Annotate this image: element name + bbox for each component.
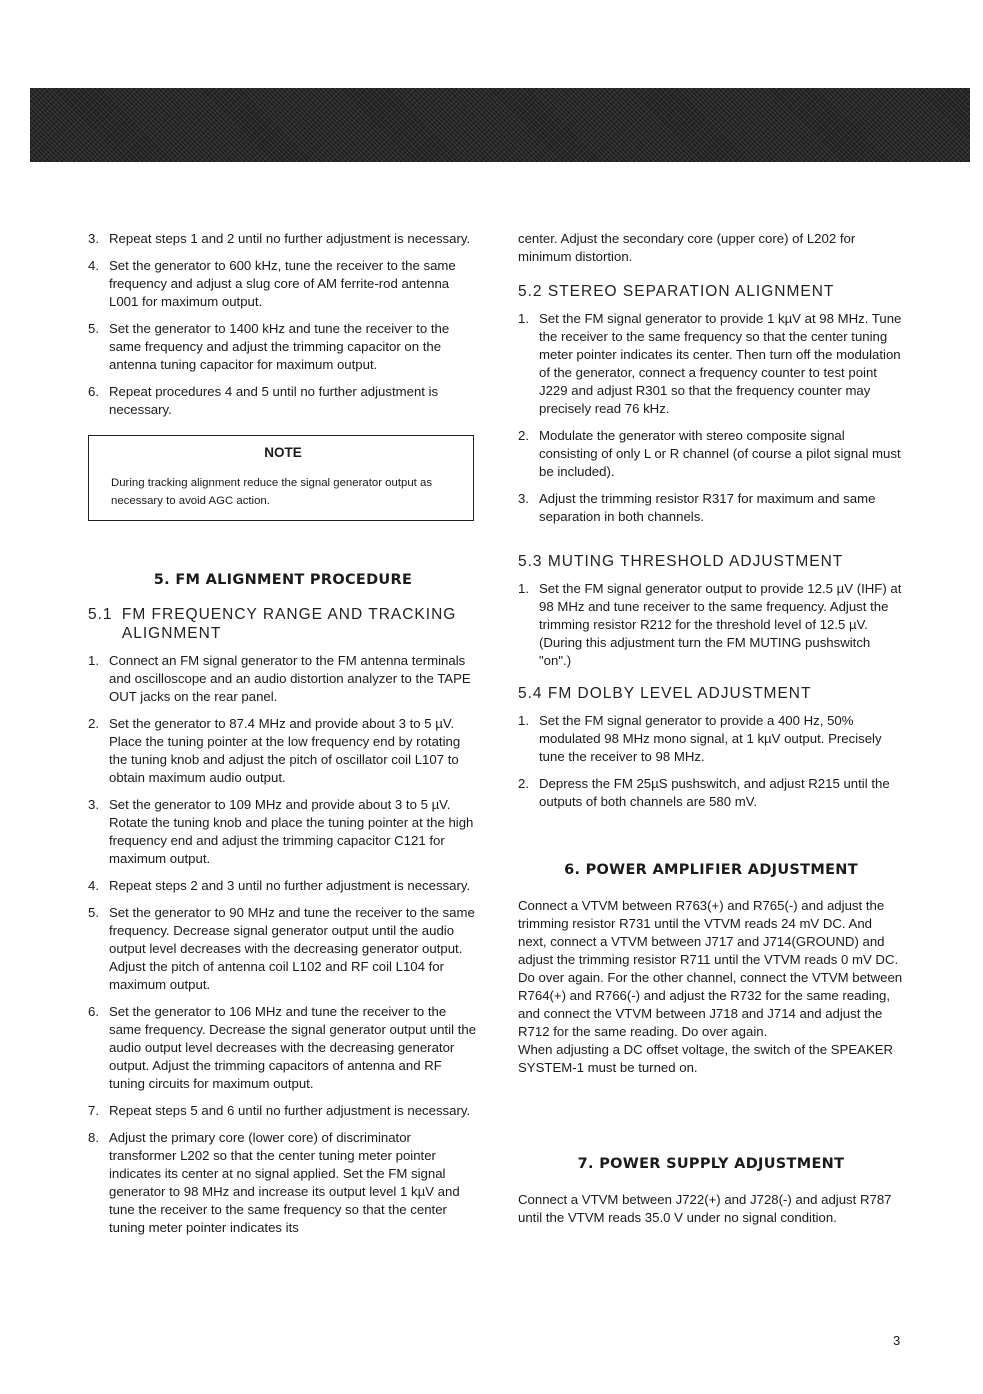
subsection-number: 5.4 [518,685,543,702]
subsection-text: MUTING THRESHOLD ADJUSTMENT [547,553,844,570]
note-box [88,435,474,521]
right-column [518,230,904,1227]
step-text: Set the FM signal generator to provide 1 kµV at 98 MHz. Tune the receiver to the same frequency so that the center tuning meter pointer indicates its center. Then turn off the modulation of the generator, connect a frequency counter to test point J229 and adjust R301 so that the frequency counter may precisely read 76 kHz. [539,311,902,416]
list-item: 5. Set the generator to 90 MHz and tune the receiver to the same frequency. Decrease signal generator output until the audio output level decreases with the decreasing generator output. Adjust the pitch of antenna coil L102 and RF coil L104 for maximum output. [88,905,475,992]
step-text: Adjust the trimming resistor R317 for maximum and same separation in both channels. [539,491,876,524]
step-text: Set the generator to 600 kHz, tune the receiver to the same frequency and adjust a slug core of AM ferrite-rod antenna L001 for maximum output. [109,258,456,309]
list-item: 6. Set the generator to 106 MHz and tune the receiver to the same frequency. Decrease the signal generator output until the audio output level decreases with the decreasing generator output. Adjust the trimming capacitors of antenna and RF tuning circuits for maximum output. [88,1004,477,1091]
subsection-title-5-3 [518,552,904,571]
list-item: 1. Set the FM signal generator to provide a 400 Hz, 50% modulated 98 MHz mono signal, at 1 kµV output. Precisely tune the receiver to 98 MHz. [518,713,882,764]
list-item: 3. Repeat steps 1 and 2 until no further adjustment is necessary. [88,231,471,246]
subsection-title-5-4 [518,684,904,703]
header-banner [30,88,970,162]
subsection-title-5-2 [518,282,904,301]
step-text: Set the generator to 109 MHz and provide about 3 to 5 µV. Rotate the tuning knob and place the tuning pointer at the high frequency end and adjust the trimming capacitor C121 for maximum output. [109,797,474,866]
subsection-title-5-1 [88,605,478,643]
step-text: Repeat procedures 4 and 5 until no further adjustment is necessary. [109,384,439,417]
continuation-text: center. Adjust the secondary core (upper core) of L202 for minimum distortion. [518,231,856,264]
step-text: Connect an FM signal generator to the FM antenna terminals and oscilloscope and an audio distortion analyzer to the TAPE OUT jacks on the rear panel. [109,653,471,704]
subsection-number: 5.3 [518,553,543,570]
section-title-fm-alignment: 5. FM ALIGNMENT PROCEDURE [153,572,413,588]
page-number: 3 [893,1333,901,1348]
am-tracking-steps [88,230,478,419]
step-text: Modulate the generator with stereo composite signal consisting of only L or R channel (of course a pilot signal must be included). [539,428,901,479]
step-text: Set the FM signal generator output to provide 12.5 µV (IHF) at 98 MHz and tune receiver to the same frequency. Adjust the trimming resistor R212 for the threshold level of 12.5 µV. (During this adjustment turn the FM MUTING pushswitch "on".) [539,581,902,668]
step-text: Adjust the primary core (lower core) of discriminator transformer L202 so that the center tuning meter pointer indicates its center at no signal applied. Set the FM signal generator to 98 MHz and increase its output level 1 kµV and tune the receiver to the same frequency so that the center tuning meter pointer indicates its [109,1130,460,1235]
list-item: 6. Repeat procedures 4 and 5 until no further adjustment is necessary. [88,384,439,417]
list-item: 2. Modulate the generator with stereo composite signal consisting of only L or R channel (of course a pilot signal must be included). [518,428,901,479]
step-text: Set the FM signal generator to provide a 400 Hz, 50% modulated 98 MHz mono signal, at 1 kµV output. Precisely tune the receiver to 98 MHz. [539,713,882,764]
step-text: Set the generator to 106 MHz and tune the receiver to the same frequency. Decrease the signal generator output until the audio output level decreases with the decreasing generator output. Adjust the trimming capacitors of antenna and RF tuning circuits for maximum output. [109,1004,477,1091]
subsection-text: FM FREQUENCY RANGE AND TRACKING ALIGNMENT [121,606,457,642]
list-item: 3. Adjust the trimming resistor R317 for maximum and same separation in both channels. [518,491,876,524]
note-title: NOTE [264,445,302,460]
subsection-number: 5.2 [518,283,543,300]
list-item: 4. Set the generator to 600 kHz, tune the receiver to the same frequency and adjust a slug core of AM ferrite-rod antenna L001 for maximum output. [88,258,456,309]
section-title-power-supply: 7. POWER SUPPLY ADJUSTMENT [577,1156,845,1172]
step-text: Depress the FM 25µS pushswitch, and adjust R215 until the outputs of both channels are 580 mV. [539,776,890,809]
list-item: 7. Repeat steps 5 and 6 until no further adjustment is necessary. [88,1103,471,1118]
power-supply-paragraph: Connect a VTVM between J722(+) and J728(-) and adjust R787 until the VTVM reads 35.0 V under no signal condition. [518,1192,892,1225]
dolby-steps [518,712,904,811]
power-amp-paragraph-2: When adjusting a DC offset voltage, the switch of the SPEAKER SYSTEM-1 must be turned on. [518,1042,894,1075]
muting-steps [518,580,904,670]
step-text: Set the generator to 87.4 MHz and provide about 3 to 5 µV. Place the tuning pointer at the low frequency end by rotating the tuning knob and adjust the pitch of oscillator coil L107 to obtain maximum audio output. [109,716,461,785]
list-item: 2. Depress the FM 25µS pushswitch, and adjust R215 until the outputs of both channels are 580 mV. [518,776,890,809]
list-item: 2. Set the generator to 87.4 MHz and provide about 3 to 5 µV. Place the tuning pointer at the low frequency end by rotating the tuning knob and adjust the pitch of oscillator coil L107 to obtain maximum audio output. [88,716,461,785]
step-text: Set the generator to 1400 kHz and tune the receiver to the same frequency and adjust the trimming capacitor on the antenna tuning capacitor for maximum output. [109,321,450,372]
step-text: Repeat steps 1 and 2 until no further adjustment is necessary. [109,231,471,246]
list-item: 8. Adjust the primary core (lower core) of discriminator transformer L202 so that the center tuning meter pointer indicates its center at no signal applied. Set the FM signal generator to 98 MHz and increase its output level 1 kµV and tune the receiver to the same frequency so that the center tuning meter pointer indicates its [88,1130,460,1235]
note-body: During tracking alignment reduce the signal generator output as necessary to avoid AGC action. [111,477,433,507]
step-text: Repeat steps 5 and 6 until no further adjustment is necessary. [109,1103,471,1118]
stereo-steps [518,310,904,526]
power-amp-paragraph: Connect a VTVM between R763(+) and R765(-) and adjust the trimming resistor R731 until the VTVM reads 24 mV DC. And next, connect a VTVM between J717 and J714(GROUND) and adjust the trimming resistor R711 until the VTVM reads 0 mV DC. Do over again. For the other channel, connect the VTVM between R764(+) and R766(-) and adjust the R732 for the same reading, and connect the VTVM between J718 and J714 and adjust the R712 for the same reading. Do over again. [518,898,903,1039]
step-text: Repeat steps 2 and 3 until no further adjustment is necessary. [109,878,471,893]
subsection-text: FM DOLBY LEVEL ADJUSTMENT [547,685,812,702]
list-item: 1. Connect an FM signal generator to the FM antenna terminals and oscilloscope and an audio distortion analyzer to the TAPE OUT jacks on the rear panel. [88,653,471,704]
left-column [88,230,478,1246]
section-title-power-amplifier: 6. POWER AMPLIFIER ADJUSTMENT [564,862,858,878]
subsection-number: 5.1 [88,606,113,623]
fm-tracking-steps [88,652,478,1237]
list-item: 4. Repeat steps 2 and 3 until no further adjustment is necessary. [88,878,471,893]
list-item: 3. Set the generator to 109 MHz and provide about 3 to 5 µV. Rotate the tuning knob and place the tuning pointer at the high frequency end and adjust the trimming capacitor C121 for maximum output. [88,797,474,866]
step-text: Set the generator to 90 MHz and tune the receiver to the same frequency. Decrease signal generator output until the audio output level decreases with the decreasing generator output. Adjust the pitch of antenna coil L102 and RF coil L104 for maximum output. [109,905,475,992]
list-item: 1. Set the FM signal generator output to provide 12.5 µV (IHF) at 98 MHz and tune receiver to the same frequency. Adjust the trimming resistor R212 for the threshold level of 12.5 µV. (During this adjustment turn the FM MUTING pushswitch "on".) [518,581,902,668]
list-item: 5. Set the generator to 1400 kHz and tune the receiver to the same frequency and adjust the trimming capacitor on the antenna tuning capacitor for maximum output. [88,321,450,372]
subsection-text: STEREO SEPARATION ALIGNMENT [547,283,835,300]
list-item: 1. Set the FM signal generator to provide 1 kµV at 98 MHz. Tune the receiver to the same frequency so that the center tuning meter pointer indicates its center. Then turn off the modulation of the generator, connect a frequency counter to test point J229 and adjust R301 so that the frequency counter may precisely read 76 kHz. [518,311,902,416]
